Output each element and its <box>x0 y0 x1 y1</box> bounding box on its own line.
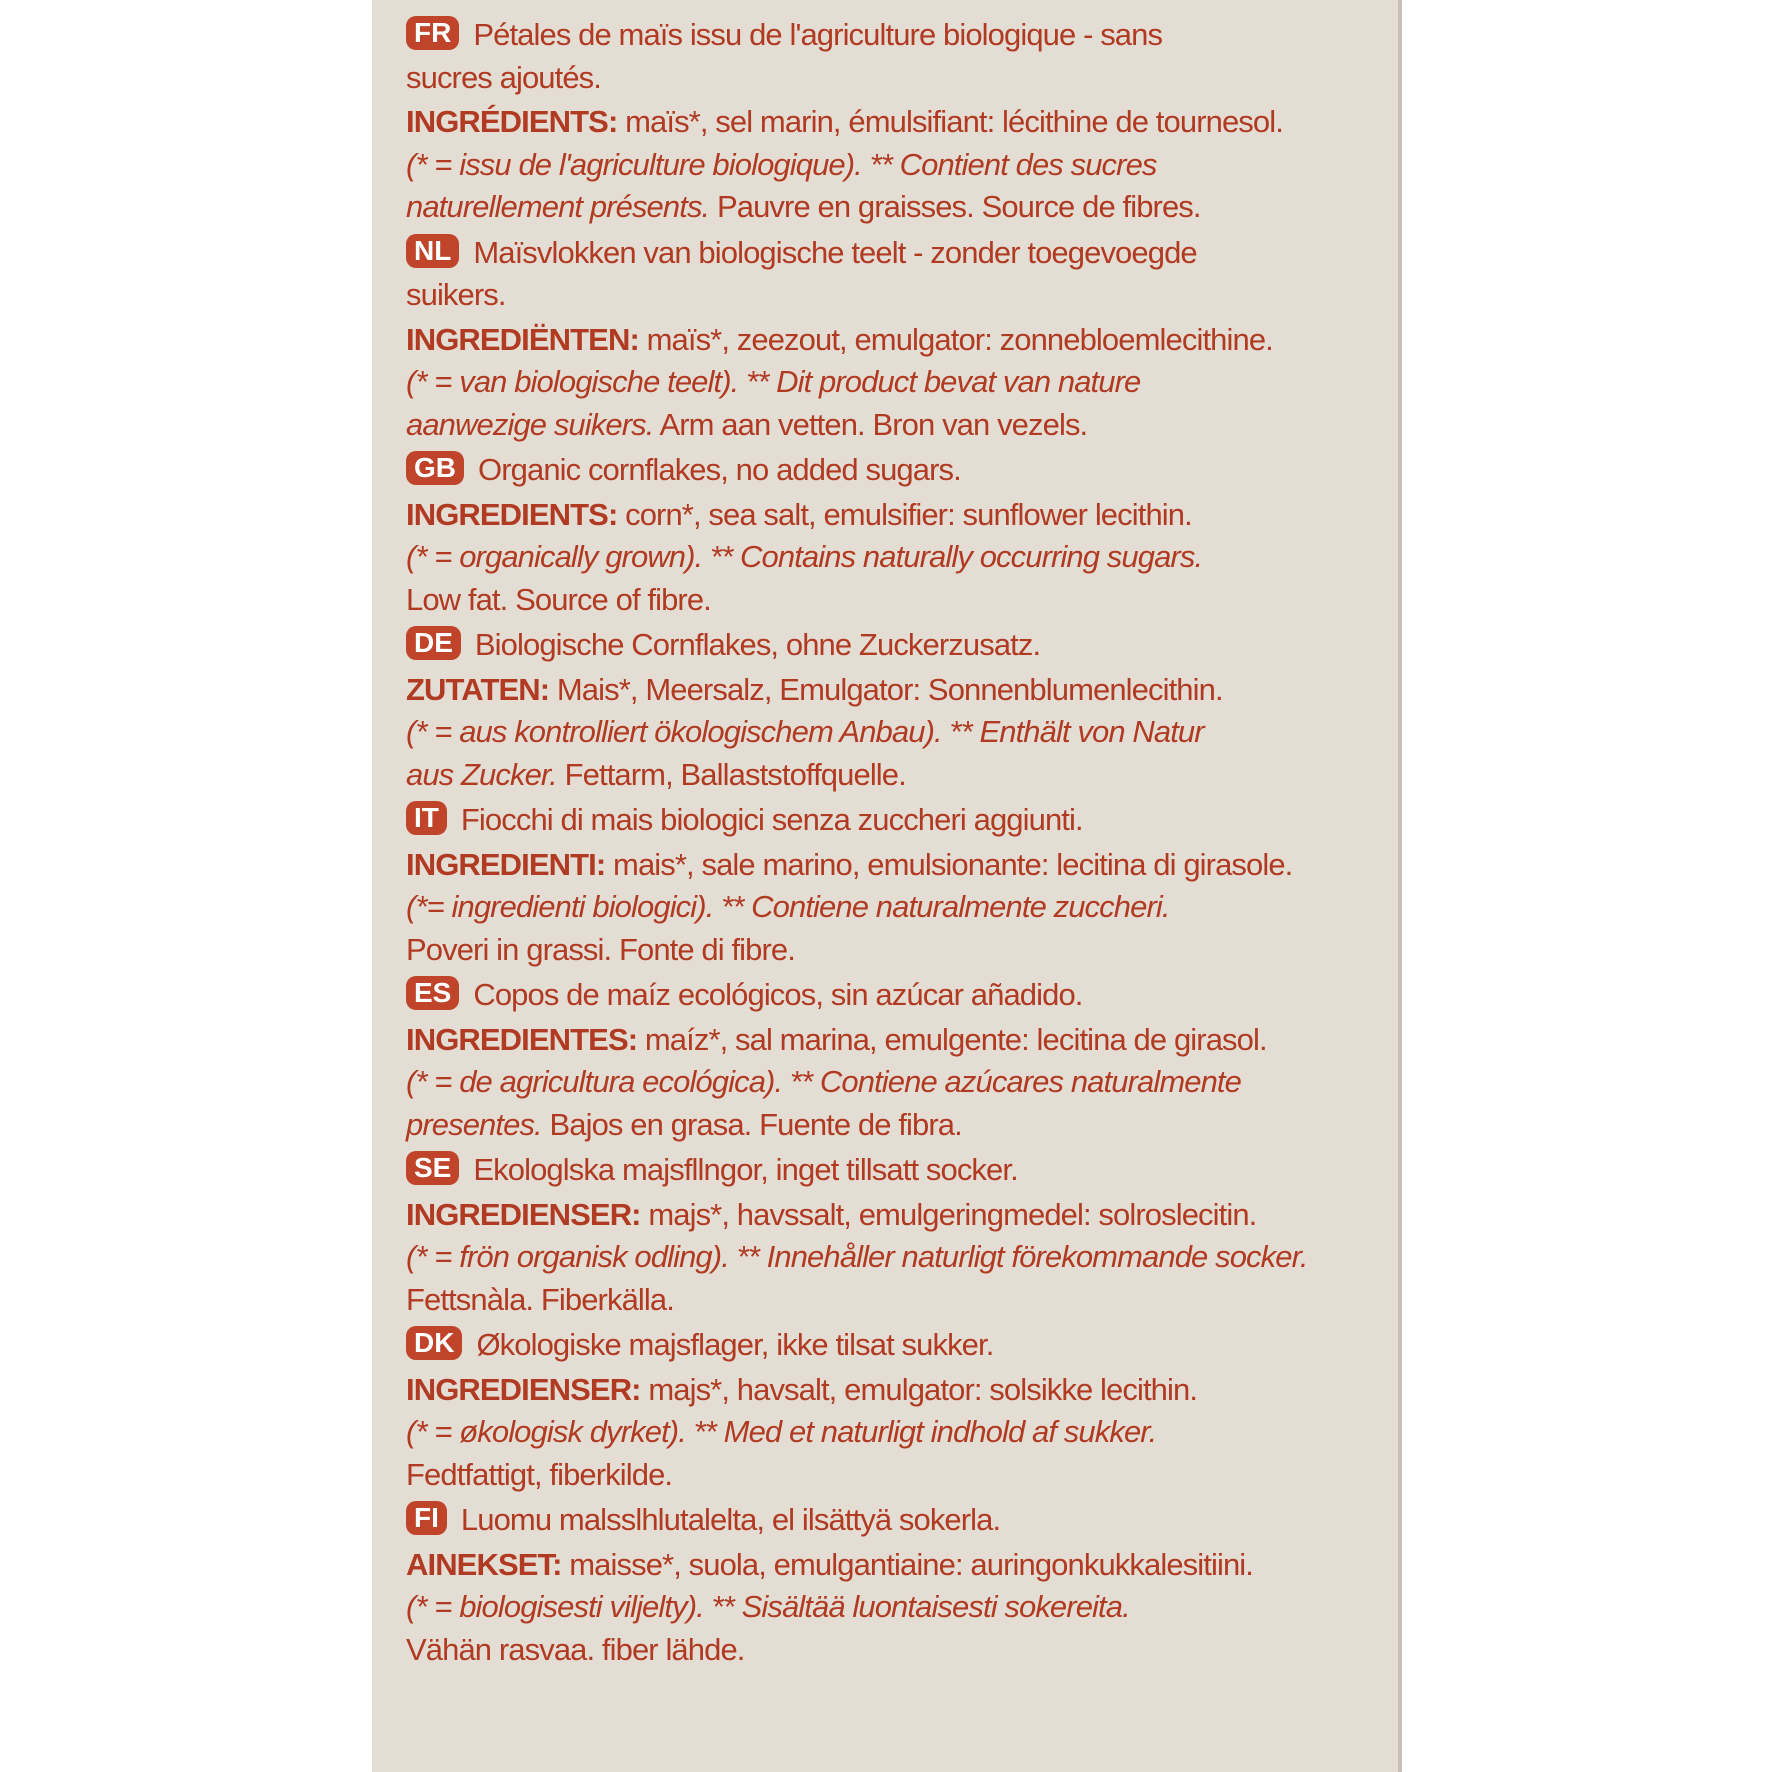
nutrition-claims: Fettsnàla. Fiberkälla. <box>406 1281 674 1317</box>
ingredients-list: maïs*, zeezout, emulgator: zonnebloemlecithine. <box>638 321 1273 357</box>
product-title-text: Luomu malsslhlutalelta, el ilsättyä sokerla. <box>460 1502 1001 1537</box>
product-title-continued: suikers. <box>406 277 506 312</box>
section-se <box>406 1149 1402 1321</box>
ingredients-list: corn*, sea salt, emulsifier: sunflower lecithin. <box>617 496 1192 532</box>
organic-note-line-1: (* = frön organisk odling). ** Innehåller naturligt förekommande socker. <box>406 1239 1308 1274</box>
section-it <box>406 799 1402 971</box>
ingredients-text <box>406 669 1402 797</box>
nutrition-claims: Poveri in grassi. Fonte di fibre. <box>406 931 795 967</box>
product-title <box>406 1324 1402 1367</box>
language-badge-de: DE <box>406 626 461 660</box>
product-title-text: Copos de maíz ecológicos, sin azúcar añadido. <box>473 977 1083 1012</box>
ingredients-list: mais*, sale marino, emulsionante: lecitina di girasole. <box>605 846 1293 882</box>
organic-note-line-1: (*= ingredienti biologici). ** Contiene naturalmente zuccheri. <box>406 889 1170 924</box>
section-fr <box>406 14 1402 229</box>
product-title <box>406 14 1402 99</box>
ingredients-text <box>406 494 1402 622</box>
ingredients-heading: INGREDIENSER: <box>406 1371 641 1407</box>
ingredients-list: majs*, havssalt, emulgeringmedel: solroslecitin. <box>640 1196 1257 1232</box>
organic-note-line-1: (* = issu de l'agriculture biologique). ** Contient des sucres <box>406 146 1157 182</box>
ingredients-list: maïs*, sel marin, émulsifiant: lécithine de tournesol. <box>617 104 1283 139</box>
ingredients-text <box>406 101 1402 229</box>
ingredients-list: majs*, havsalt, emulgator: solsikke lecithin. <box>640 1371 1198 1407</box>
product-title-continued: sucres ajoutés. <box>406 59 601 95</box>
product-title-text: Økologiske majsflager, ikke tilsat sukker. <box>476 1327 994 1362</box>
ingredients-label-panel <box>372 0 1402 1772</box>
ingredients-heading: AINEKSET: <box>406 1546 562 1582</box>
product-title-text: Fiocchi di mais biologici senza zuccheri aggiunti. <box>460 802 1083 837</box>
nutrition-claims: Low fat. Source of fibre. <box>406 581 711 617</box>
section-es <box>406 974 1402 1146</box>
language-badge-dk: DK <box>406 1326 462 1360</box>
organic-note-line-1: (* = aus kontrolliert ökologischem Anbau). ** Enthält von Natur <box>406 714 1204 749</box>
product-title <box>406 974 1402 1017</box>
organic-note-line-1: (* = biologisesti viljelty). ** Sisältää luontaisesti sokereita. <box>406 1589 1130 1624</box>
organic-note-line-1: (* = organically grown). ** Contains naturally occurring sugars. <box>406 539 1203 574</box>
section-gb <box>406 449 1402 621</box>
ingredients-heading: INGREDIENTES: <box>406 1021 638 1057</box>
language-badge-gb: GB <box>406 451 464 485</box>
ingredients-heading: INGREDIENSER: <box>406 1196 641 1232</box>
product-title <box>406 799 1402 842</box>
nutrition-claims: Vähän rasvaa. fiber lähde. <box>406 1631 745 1667</box>
section-de <box>406 624 1402 796</box>
section-fi <box>406 1499 1402 1671</box>
organic-note-line-2: presentes. <box>406 1106 542 1142</box>
ingredients-text <box>406 844 1402 972</box>
language-badge-nl: NL <box>406 234 459 268</box>
ingredients-heading: INGREDIENTI: <box>406 846 606 882</box>
nutrition-claims: Fedtfattigt, fiberkilde. <box>406 1456 673 1492</box>
ingredients-text <box>406 1369 1402 1497</box>
ingredients-heading: INGRÉDIENTS: <box>406 104 618 139</box>
product-title-text: Pétales de maïs issu de l'agriculture biologique - sans <box>473 17 1163 52</box>
product-title-text: Organic cornflakes, no added sugars. <box>478 452 961 487</box>
ingredients-text <box>406 1544 1402 1672</box>
language-badge-fr: FR <box>406 16 459 50</box>
product-title-text: Biologische Cornflakes, ohne Zuckerzusatz. <box>474 627 1041 662</box>
organic-note-line-2: naturellement présents. <box>406 189 710 224</box>
ingredients-list: Mais*, Meersalz, Emulgator: Sonnenblumenlecithin. <box>549 671 1223 707</box>
ingredients-text <box>406 1194 1402 1322</box>
language-badge-se: SE <box>406 1151 459 1185</box>
ingredients-heading: ZUTATEN: <box>406 671 550 707</box>
section-dk <box>406 1324 1402 1496</box>
ingredients-list: maíz*, sal marina, emulgente: lecitina de girasol. <box>637 1021 1267 1057</box>
organic-note-line-1: (* = van biologische teelt). ** Dit product bevat van nature <box>406 364 1141 399</box>
product-title-text: Ekologlska majsfllngor, inget tillsatt socker. <box>473 1152 1018 1187</box>
language-badge-es: ES <box>406 976 459 1010</box>
organic-note-line-1: (* = økologisk dyrket). ** Med et naturligt indhold af sukker. <box>406 1414 1157 1449</box>
panel-edge-right <box>1398 0 1402 1772</box>
nutrition-claims: Fettarm, Ballaststoffquelle. <box>556 756 906 792</box>
ingredients-heading: INGREDIENTS: <box>406 496 618 532</box>
organic-note-line-2: aanwezige suikers. <box>406 406 654 442</box>
product-title <box>406 624 1402 667</box>
product-title <box>406 232 1402 317</box>
ingredients-text <box>406 319 1402 447</box>
nutrition-claims: Pauvre en graisses. Source de fibres. <box>709 189 1201 224</box>
product-title <box>406 1149 1402 1192</box>
product-title <box>406 1499 1402 1542</box>
nutrition-claims: Arm aan vetten. Bron van vezels. <box>653 406 1088 442</box>
organic-note-line-1: (* = de agricultura ecológica). ** Contiene azúcares naturalmente <box>406 1064 1241 1099</box>
ingredients-list: maisse*, suola, emulgantiaine: auringonkukkalesitiini. <box>561 1546 1253 1582</box>
ingredients-text <box>406 1019 1402 1147</box>
organic-note-line-2: aus Zucker. <box>406 756 557 792</box>
language-badge-fi: FI <box>406 1501 447 1535</box>
language-badge-it: IT <box>406 801 447 835</box>
section-nl <box>406 232 1402 447</box>
nutrition-claims: Bajos en grasa. Fuente de fibra. <box>541 1106 962 1142</box>
product-title-text: Maïsvlokken van biologische teelt - zonder toegevoegde <box>473 234 1197 270</box>
ingredients-heading: INGREDIËNTEN: <box>406 321 639 357</box>
product-title <box>406 449 1402 492</box>
